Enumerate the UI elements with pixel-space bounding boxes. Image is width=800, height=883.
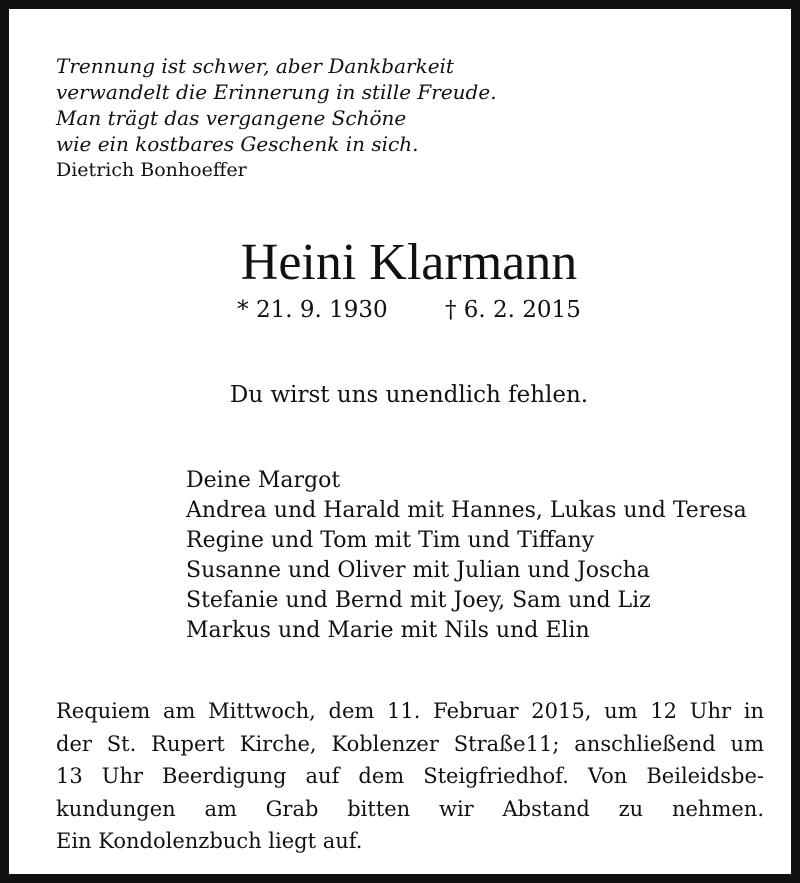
family-member: Markus und Marie mit Nils und Elin (186, 618, 590, 643)
quote-line: Man trägt das vergangene Schöne (56, 106, 407, 130)
announcement-line: Ein Kondolenzbuch liegt auf. (56, 829, 363, 853)
family-list (186, 466, 747, 646)
announcement-line: 13 Uhr Beerdigung auf dem Steigfriedhof. Von Beileidsbe- (56, 764, 764, 788)
funeral-announcement (56, 695, 764, 858)
deceased-name: Heini Klarmann (240, 234, 578, 291)
birth-date: * 21. 9. 1930 (237, 297, 388, 323)
announcement-line: der St. Rupert Kirche, Koblenzer Straße11; anschließend um (56, 731, 764, 756)
quote-line: wie ein kostbares Geschenk in sich. (56, 132, 419, 156)
family-member: Susanne und Oliver mit Julian und Joscha (186, 558, 650, 583)
family-member: Stefanie und Bernd mit Joey, Sam und Liz (186, 588, 651, 613)
quote-author: Dietrich Bonhoeffer (56, 159, 247, 181)
family-member: Andrea und Harald mit Hannes, Lukas und Teresa (186, 498, 747, 523)
farewell-tagline: Du wirst uns unendlich fehlen. (229, 382, 589, 408)
announcement-line: kundungen am Grab bitten wir Abstand zu nehmen. (56, 796, 764, 821)
death-date: † 6. 2. 2015 (444, 297, 581, 323)
life-dates (9, 294, 800, 326)
quote-line: verwandelt die Erinnerung in stille Freude. (56, 80, 497, 104)
announcement-line: Requiem am Mittwoch, dem 11. Februar 2015, um 12 Uhr in (56, 699, 764, 723)
family-member: Deine Margot (186, 468, 341, 493)
quote-line: Trennung ist schwer, aber Dankbarkeit (56, 54, 454, 78)
family-member: Regine und Tom mit Tim und Tiffany (186, 528, 595, 553)
bonhoeffer-quote (56, 53, 497, 183)
